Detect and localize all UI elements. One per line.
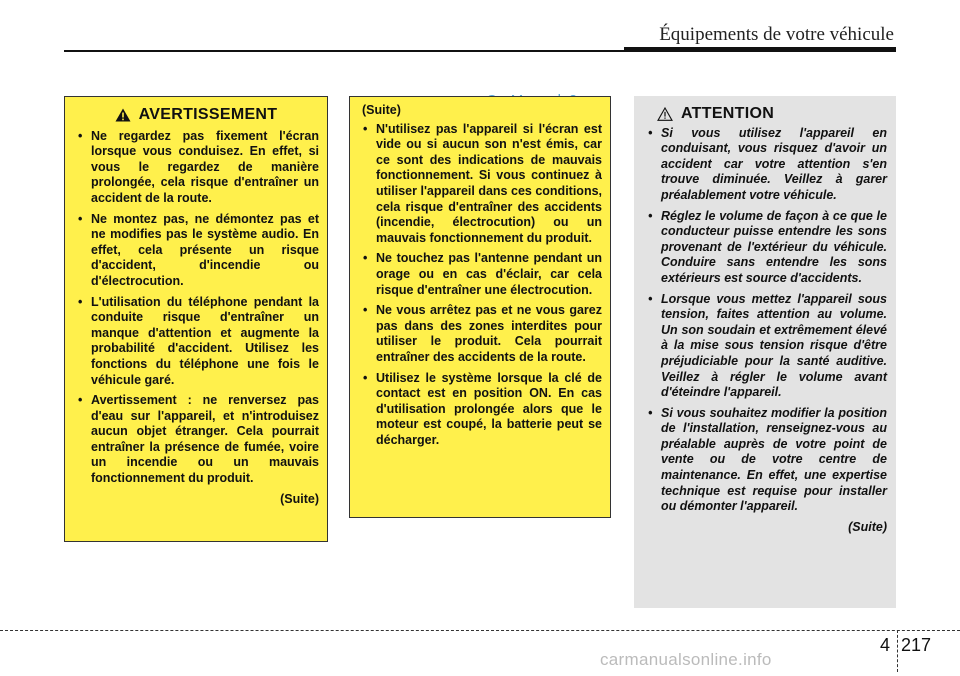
warning-title: AVERTISSEMENT [138,106,278,123]
warning-triangle-icon [115,108,131,122]
warning-list [73,129,319,487]
attention-list [643,126,887,515]
footer-divider [897,630,898,672]
list-item: • Ne montez pas, ne démontez pas et ne modifies pas le système audio. En effet, cela présente un risque d'accident, d'incendie ou d'électrocution. [73,212,319,290]
page-chapter-number: 4 [880,635,891,655]
list-item: • Si vous utilisez l'appareil en conduisant, vous risquez d'avoir un accident car votre attention s'en trouve diminuée. Veillez à garer préalablement votre véhicule. [643,126,887,204]
warning-suite: (Suite) [280,491,319,506]
list-item: • Avertissement : ne renversez pas d'eau sur l'appareil, et n'introduisez aucun objet étranger. Cela pourrait entraîner la présence de fumée, voire un incendie ou un mauvais fonctionnement du produit. [73,393,319,487]
continued-label: (Suite) [362,103,401,117]
footer-rule [0,630,960,631]
list-item: • Ne touchez pas l'antenne pendant un orage ou en cas d'éclair, car cela risque d'entraîner une électrocution. [358,251,602,298]
list-item: • N'utilisez pas l'appareil si l'écran est vide ou si aucun son n'est émis, car ce sont des indications de mauvais fonctionnement. Si vous continuez à utiliser l'appareil dans ces conditions, cela risque d'entraîner des accidents (incendie, électrocution) ou un mauvais fonctionnement du produit. [358,122,602,247]
chapter-title: Équipements de votre véhicule [659,24,894,45]
attention-title: ATTENTION [681,105,775,122]
header-rule [64,50,896,52]
list-item: • Si vous souhaitez modifier la position de l'installation, renseignez-vous au préalable auprès de votre point de vente ou de votre centre de maintenance. En effet, une expertise technique est requise pour installer ou démonter l'appareil. [643,406,887,515]
attention-heading [643,106,887,122]
page-number: 217 [901,635,932,655]
list-item: • Ne vous arrêtez pas et ne vous garez pas dans des zones interdites pour utiliser le produit. Cela pourrait entraîner des accidents de la route. [358,303,602,365]
list-item: • Lorsque vous mettez l'appareil sous tension, faites attention au volume. Un son soudain et extrêmement élevé à la mise sous tension risque d'être préjudiciable pour la santé auditive. Veillez à régler le volume avant d'éteindre l'appareil. [643,292,887,401]
list-item: • Ne regardez pas fixement l'écran lorsque vous conduisez. En effet, si vous le regardez de manière prolongée, cela risque d'entraîner un accident de la route. [73,129,319,207]
footer-watermark: carmanualsonline.info [600,650,772,669]
list-item: • Réglez le volume de façon à ce que le conducteur puisse entendre les sons provenant de l'extérieur du véhicule. Conduire sans entendre les sons extérieurs est source d'accidents. [643,209,887,287]
warning-heading [73,107,319,123]
attention-box [634,96,896,608]
list-item: • Utilisez le système lorsque la clé de contact est en position ON. En cas d'utilisation prolongée alors que le moteur est coupé, la batterie peut se décharger. [358,371,602,449]
continued-list [358,122,602,449]
warning-box [64,96,328,542]
caution-triangle-icon [657,107,673,121]
attention-suite: (Suite) [848,519,887,534]
warning-continued-box [349,96,611,518]
list-item: • L'utilisation du téléphone pendant la conduite risque d'entraîner un manque d'attention et augmente la probabilité d'accident. Utilisez les fonctions du téléphone une fois le véhicule garé. [73,295,319,389]
